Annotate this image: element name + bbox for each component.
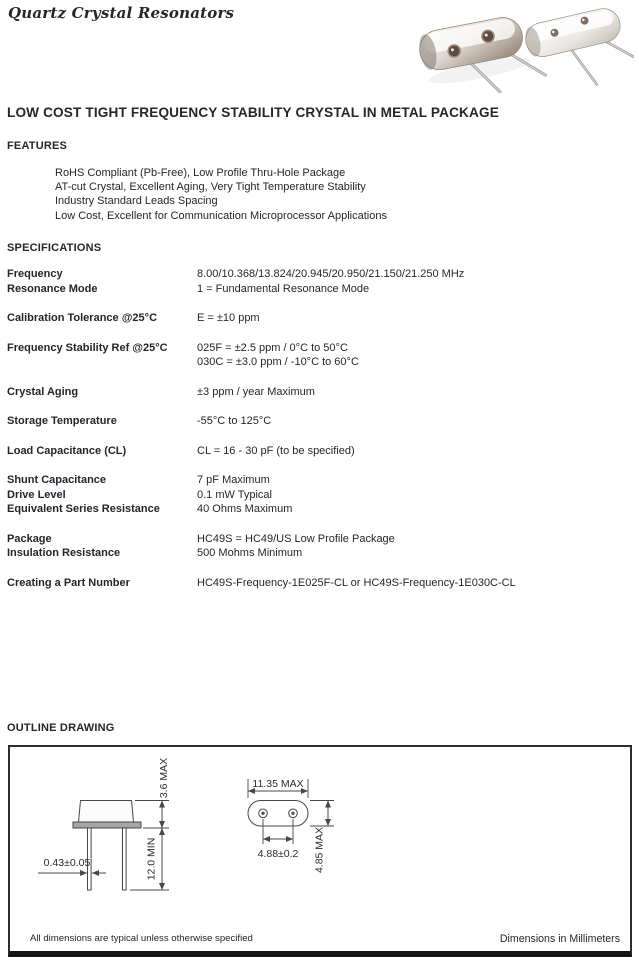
spec-row — [7, 502, 632, 517]
dim-body-width: 11.35 MAX — [252, 778, 304, 790]
spec-label: Drive Level — [7, 488, 66, 501]
spec-label: Resonance Mode — [7, 282, 98, 295]
spec-row — [7, 473, 632, 488]
spec-label: Crystal Aging — [7, 385, 79, 398]
spec-label: Creating a Part Number — [7, 576, 130, 589]
doc-title: Quartz Crystal Resonators — [8, 4, 235, 22]
spec-value: 030C = ±3.0 ppm / -10°C to 60°C — [197, 356, 359, 368]
spec-label: Load Capacitance (CL) — [7, 444, 127, 457]
spec-value: ±3 ppm / year Maximum — [197, 385, 315, 398]
page-title: LOW COST TIGHT FREQUENCY STABILITY CRYSTAL IN METAL PACKAGE — [7, 105, 499, 120]
spec-row — [7, 532, 632, 547]
outline-drawing — [10, 747, 630, 937]
crystal-left — [416, 11, 548, 93]
spec-label: Storage Temperature — [7, 415, 117, 427]
outline-drawing-heading: OUTLINE DRAWING — [7, 722, 115, 734]
spec-row — [7, 267, 632, 282]
dim-lead-diameter: 0.43±0.05 — [43, 857, 91, 869]
spec-label: Equivalent Series Resistance — [7, 503, 160, 515]
feature-item: Low Cost, Excellent for Communication Microprocessor Applications — [55, 209, 387, 222]
spec-value: 500 Mohms Minimum — [197, 547, 303, 559]
spec-value: 40 Ohms Maximum — [197, 503, 293, 515]
spec-value: HC49S-Frequency-1E025F-CL or HC49S-Frequency-1E030C-CL — [197, 576, 516, 589]
spec-label: Shunt Capacitance — [7, 474, 107, 486]
spec-label: Insulation Resistance — [7, 547, 121, 559]
spec-label — [7, 355, 197, 370]
spec-row — [7, 385, 632, 400]
outline-drawing-box — [8, 745, 632, 957]
spec-group — [7, 341, 632, 370]
feature-item: Industry Standard Leads Spacing — [55, 195, 218, 208]
spec-label: Frequency — [7, 268, 63, 280]
spec-row — [7, 282, 632, 297]
spec-row — [7, 414, 632, 429]
spec-row — [7, 576, 632, 591]
specifications-heading: SPECIFICATIONS — [7, 242, 102, 254]
dim-lead-length: 12.0 MIN — [145, 837, 158, 881]
features-list — [55, 166, 387, 223]
spec-row — [7, 444, 632, 459]
spec-row — [7, 355, 632, 370]
dim-body-depth: 4.85 MAX — [313, 826, 326, 874]
spec-row — [7, 546, 632, 561]
spec-value: 8.00/10.368/13.824/20.945/20.950/21.150/21.250 MHz — [197, 268, 465, 280]
crystal-photo — [406, 5, 634, 93]
outline-note-left: All dimensions are typical unless otherwise specified — [30, 933, 253, 944]
spec-value: -55°C to 125°C — [197, 415, 272, 427]
dim-body-height: 3.6 MAX — [158, 757, 170, 799]
spec-value: E = ±10 ppm — [197, 312, 260, 324]
spec-label: Package — [7, 532, 52, 545]
dim-lead-spacing: 4.88±0.2 — [257, 848, 299, 860]
spec-row — [7, 488, 632, 503]
spec-value: 025F = ±2.5 ppm / 0°C to 50°C — [197, 341, 348, 354]
spec-group — [7, 473, 632, 517]
crystal-right — [522, 5, 634, 93]
feature-item: RoHS Compliant (Pb-Free), Low Profile Thru-Hole Package — [55, 167, 346, 179]
spec-value: CL = 16 - 30 pF (to be specified) — [197, 444, 355, 457]
feature-item: AT-cut Crystal, Excellent Aging, Very Tight Temperature Stability — [55, 181, 366, 194]
spec-row — [7, 341, 632, 356]
features-heading: FEATURES — [7, 140, 68, 152]
spec-value: 0.1 mW Typical — [197, 488, 272, 501]
spec-group — [7, 444, 632, 459]
spec-value: HC49S = HC49/US Low Profile Package — [197, 532, 395, 545]
spec-group — [7, 385, 632, 400]
outline-note-right: Dimensions in Millimeters — [499, 933, 620, 945]
spec-label: Calibration Tolerance @25°C — [7, 312, 158, 324]
spec-group — [7, 311, 632, 326]
spec-group — [7, 576, 632, 591]
spec-value: 1 = Fundamental Resonance Mode — [197, 282, 370, 295]
spec-label: Frequency Stability Ref @25°C — [7, 341, 168, 354]
spec-group — [7, 532, 632, 561]
spec-group — [7, 414, 632, 429]
specifications-table — [7, 267, 632, 605]
spec-value: 7 pF Maximum — [197, 474, 270, 486]
spec-row — [7, 311, 632, 326]
spec-group — [7, 267, 632, 296]
